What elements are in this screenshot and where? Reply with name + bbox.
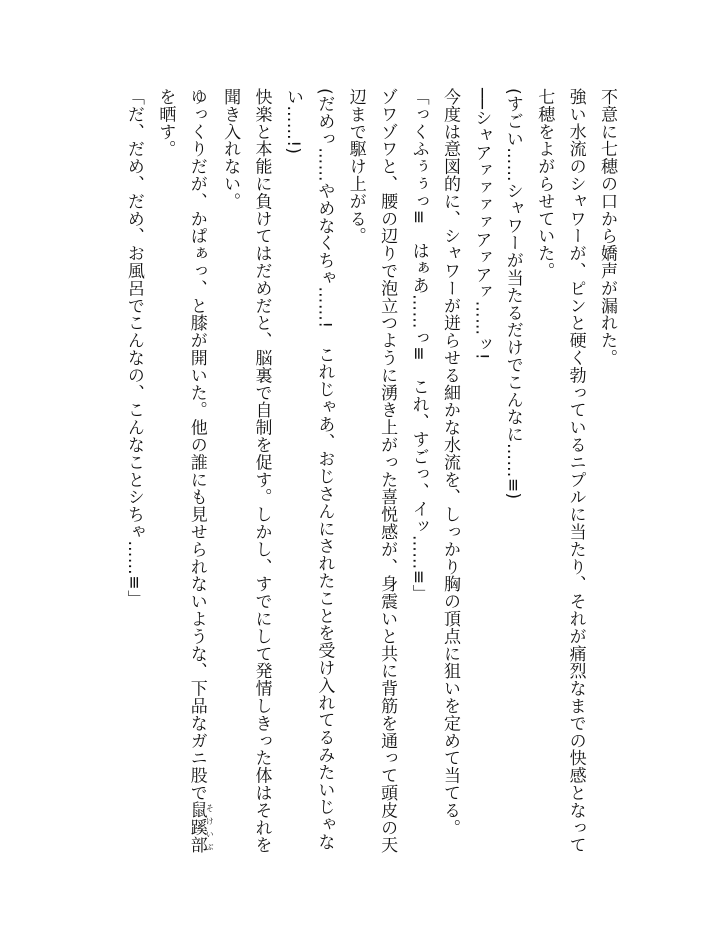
paragraph-with-ruby (149, 88, 214, 868)
paragraph-text: ゆっくりだが、かぱぁっ、と膝が開いた。他の誰にも見せられないような、下品なガニ股で (186, 88, 207, 802)
paragraph-text-tail: を晒す。 (155, 88, 176, 158)
ruby-word (186, 801, 215, 854)
paragraph: 不意に七穂の口から嬌声が漏れた。 (597, 88, 617, 367)
paragraph: (すごい……シャワーが当たるだけでこんなに……≡) (502, 88, 523, 500)
paragraph: (だめっ……やめなくちゃ……! これじゃあ、おじさんにされたことを受け入れてるみたいじゃない……!) (282, 88, 335, 851)
vertical-text-body (118, 88, 623, 868)
ruby-base: 鼠蹊部 (186, 801, 207, 854)
paragraph: 「っくふぅぅっ≡ はぁあ……っ≡ これ、すごっ、イッ……≡」 (408, 88, 429, 602)
paragraph: 今度は意図的に、シャワーが迸らせる細かな水流を、しっかり胸の頂点に狙いを定めて当てる。 (439, 88, 460, 837)
paragraph: 「だ、だめ、だめ、お風呂でこんなの、こんなことシちゃ……≡」 (123, 88, 144, 608)
ruby-reading: そけいぶ (205, 801, 215, 854)
paragraph: 強い水流のシャワーが、ピンと硬く勃っているニプルに当たり、それが痛烈なまでの快感となって七穂をよがらせていた。 (534, 88, 586, 854)
paragraph: ──シャアァァァァアァアァ……ッ! (471, 88, 492, 361)
paragraph: ゾワゾワと、腰の辺りで泡立つように湧き上がった喜悦感が、身震いと共に背筋を通って頭皮の天辺まで駆け上がる。 (345, 88, 398, 854)
paragraph: 快楽と本能に負けてはだめだと、脳裏で自制を促す。しかし、すでにして発情しきった体はそれを聞き入れない。 (220, 88, 272, 854)
